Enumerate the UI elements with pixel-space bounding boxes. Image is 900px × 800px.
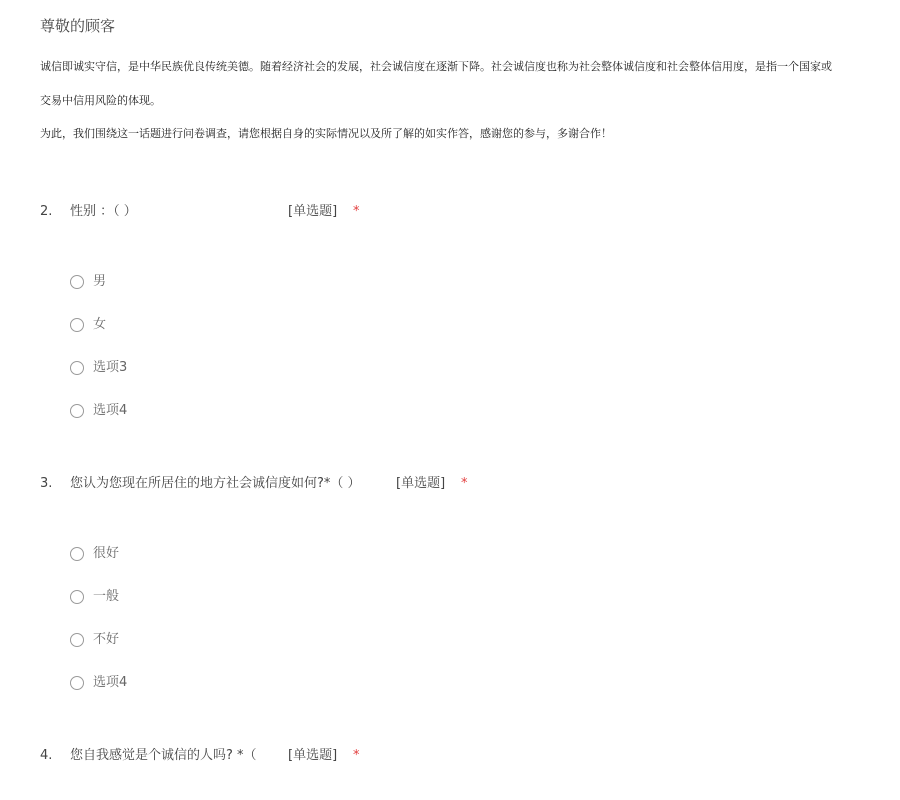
radio-circle-icon[interactable]	[70, 547, 84, 561]
greeting-title: 尊敬的顾客	[40, 17, 116, 35]
question-type-label: [单选题]	[288, 204, 338, 219]
intro-text-line-2: 交易中信用风险的体现。	[40, 94, 161, 107]
question-number: 2.	[40, 204, 53, 219]
intro-text-line-1: 诚信即诚实守信，是中华民族优良传统美德。随着经济社会的发展，社会诚信度在逐渐下降。社会诚信度也称为社会整体诚信度和社会整体信用度，是指一个国家或	[40, 60, 832, 73]
radio-circle-icon[interactable]	[70, 676, 84, 690]
option-label: 选项4	[93, 675, 128, 690]
radio-circle-icon[interactable]	[70, 318, 84, 332]
question-text: 性别 ：（ ）	[70, 204, 137, 219]
required-marker: *	[353, 204, 360, 219]
radio-circle-icon[interactable]	[70, 404, 84, 418]
question-type-label: [单选题]	[288, 748, 338, 763]
radio-circle-icon[interactable]	[70, 590, 84, 604]
question-text: 您认为您现在所居住的地方社会诚信度如何?*（ ）	[70, 476, 361, 491]
radio-circle-icon[interactable]	[70, 361, 84, 375]
option-label: 不好	[93, 632, 120, 647]
question-text: 您自我感觉是个诚信的人吗? *（	[70, 748, 257, 763]
question-number: 3.	[40, 476, 53, 491]
option-label: 选项3	[93, 360, 128, 375]
option-label: 男	[93, 274, 107, 289]
intro-text-line-3: 为此，我们围绕这一话题进行问卷调查，请您根据自身的实际情况以及所了解的如实作答，感谢您的参与，多谢合作！	[40, 127, 612, 140]
option-label: 很好	[93, 546, 120, 561]
question-number: 4.	[40, 748, 53, 763]
option-label: 一般	[93, 589, 120, 604]
required-marker: *	[461, 476, 468, 491]
option-label: 选项4	[93, 403, 128, 418]
required-marker: *	[353, 748, 360, 763]
option-label: 女	[93, 317, 107, 332]
question-type-label: [单选题]	[396, 476, 446, 491]
radio-circle-icon[interactable]	[70, 275, 84, 289]
radio-circle-icon[interactable]	[70, 633, 84, 647]
